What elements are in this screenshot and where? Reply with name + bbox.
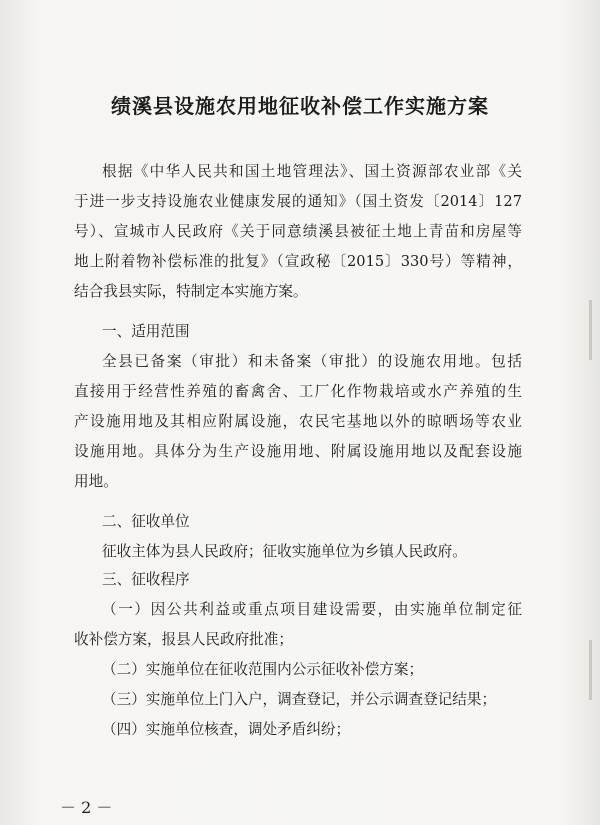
procedure-item: （一）因公共利益或重点项目建设需要，由实施单位制定征 [102, 601, 522, 618]
section-line: 直接用于经营性养殖的畜禽舍、工厂化作物栽培或水产养殖的生 [74, 383, 522, 400]
preamble-line: 地上附着物补偿标准的批复》（宣政秘〔2015〕330号）等精神， [74, 253, 522, 270]
procedure-item: （四）实施单位核查，调处矛盾纠纷； [102, 721, 351, 738]
section-heading: 一、适用范围 [102, 323, 190, 340]
scan-mark [589, 300, 592, 360]
procedure-item-continued: 收补偿方案，报县人民政府批准； [74, 631, 293, 648]
section-line: 用地。 [74, 473, 118, 490]
section-line: 全县已备案（审批）和未备案（审批）的设施农用地。包括 [102, 353, 522, 370]
section-procedure [74, 565, 522, 745]
preamble-line: 于进一步支持设施农业健康发展的通知》（国土资发〔2014〕127 [74, 193, 522, 210]
section-unit [74, 507, 522, 567]
procedure-item: （三）实施单位上门入户，调查登记，并公示调查登记结果； [102, 691, 497, 708]
section-line: 征收主体为县人民政府；征收实施单位为乡镇人民政府。 [102, 543, 467, 560]
section-scope [74, 317, 522, 497]
preamble-line: 结合我县实际，特制定本实施方案。 [74, 283, 308, 300]
scan-mark [589, 640, 592, 700]
section-line: 设施用地。具体分为生产设施用地、附属设施用地以及配套设施 [74, 443, 522, 460]
document-title: 绩溪县设施农用地征收补偿工作实施方案 [111, 94, 489, 118]
preamble-line: 号）、宣城市人民政府《关于同意绩溪县被征土地上青苗和房屋等 [74, 223, 522, 240]
section-heading: 三、征收程序 [102, 571, 190, 588]
preamble [74, 157, 522, 307]
procedure-item: （二）实施单位在征收范围内公示征收补偿方案； [102, 661, 424, 678]
section-heading: 二、征收单位 [102, 513, 190, 530]
section-line: 产设施用地及其相应附属设施，农民宅基地以外的晾晒场等农业 [74, 413, 522, 430]
page-number: － 2 － [60, 798, 113, 817]
preamble-line: 根据《中华人民共和国土地管理法》、国土资源部农业部《关 [102, 163, 522, 180]
